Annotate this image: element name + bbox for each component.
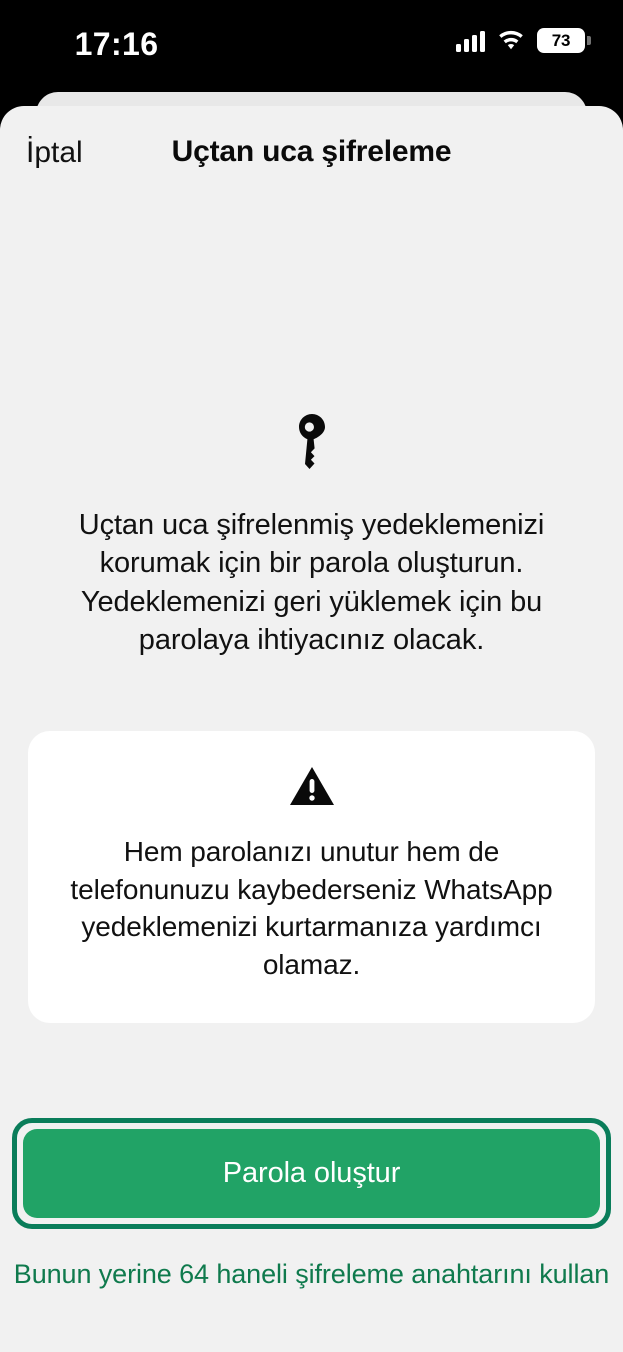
cellular-signal-icon [456,30,485,52]
key-icon [288,412,336,470]
battery-icon [537,28,585,53]
battery-percent: 73 [551,30,571,50]
hero-section [0,412,623,659]
status-bar [0,0,623,96]
create-password-button[interactable]: Parola oluştur [23,1129,600,1218]
cancel-button[interactable]: İptal [26,136,83,169]
use-encryption-key-link[interactable]: Bunun yerine 64 haneli şifreleme anahtarını kullan [0,1259,623,1290]
create-password-focus-ring [12,1118,611,1229]
hero-description: Uçtan uca şifrelenmiş yedeklemenizi korumak için bir parola oluşturun. Yedeklemenizi geri yüklemek için bu parolaya ihtiyacınız olacak. [78,509,545,656]
encryption-sheet [0,106,623,1352]
wifi-icon [497,30,525,52]
status-indicators [456,28,585,53]
sheet-navbar [0,106,623,198]
bottom-actions [0,1118,623,1290]
warning-triangle-icon [289,765,335,807]
status-time: 17:16 [74,26,159,62]
page-title: Uçtan uca şifreleme [171,135,452,168]
warning-text: Hem parolanızı unutur hem de telefonunuzu kaybederseniz WhatsApp yedeklemenizi kurtarmanıza yardımcı olamaz. [70,836,553,980]
warning-card [28,731,595,1023]
